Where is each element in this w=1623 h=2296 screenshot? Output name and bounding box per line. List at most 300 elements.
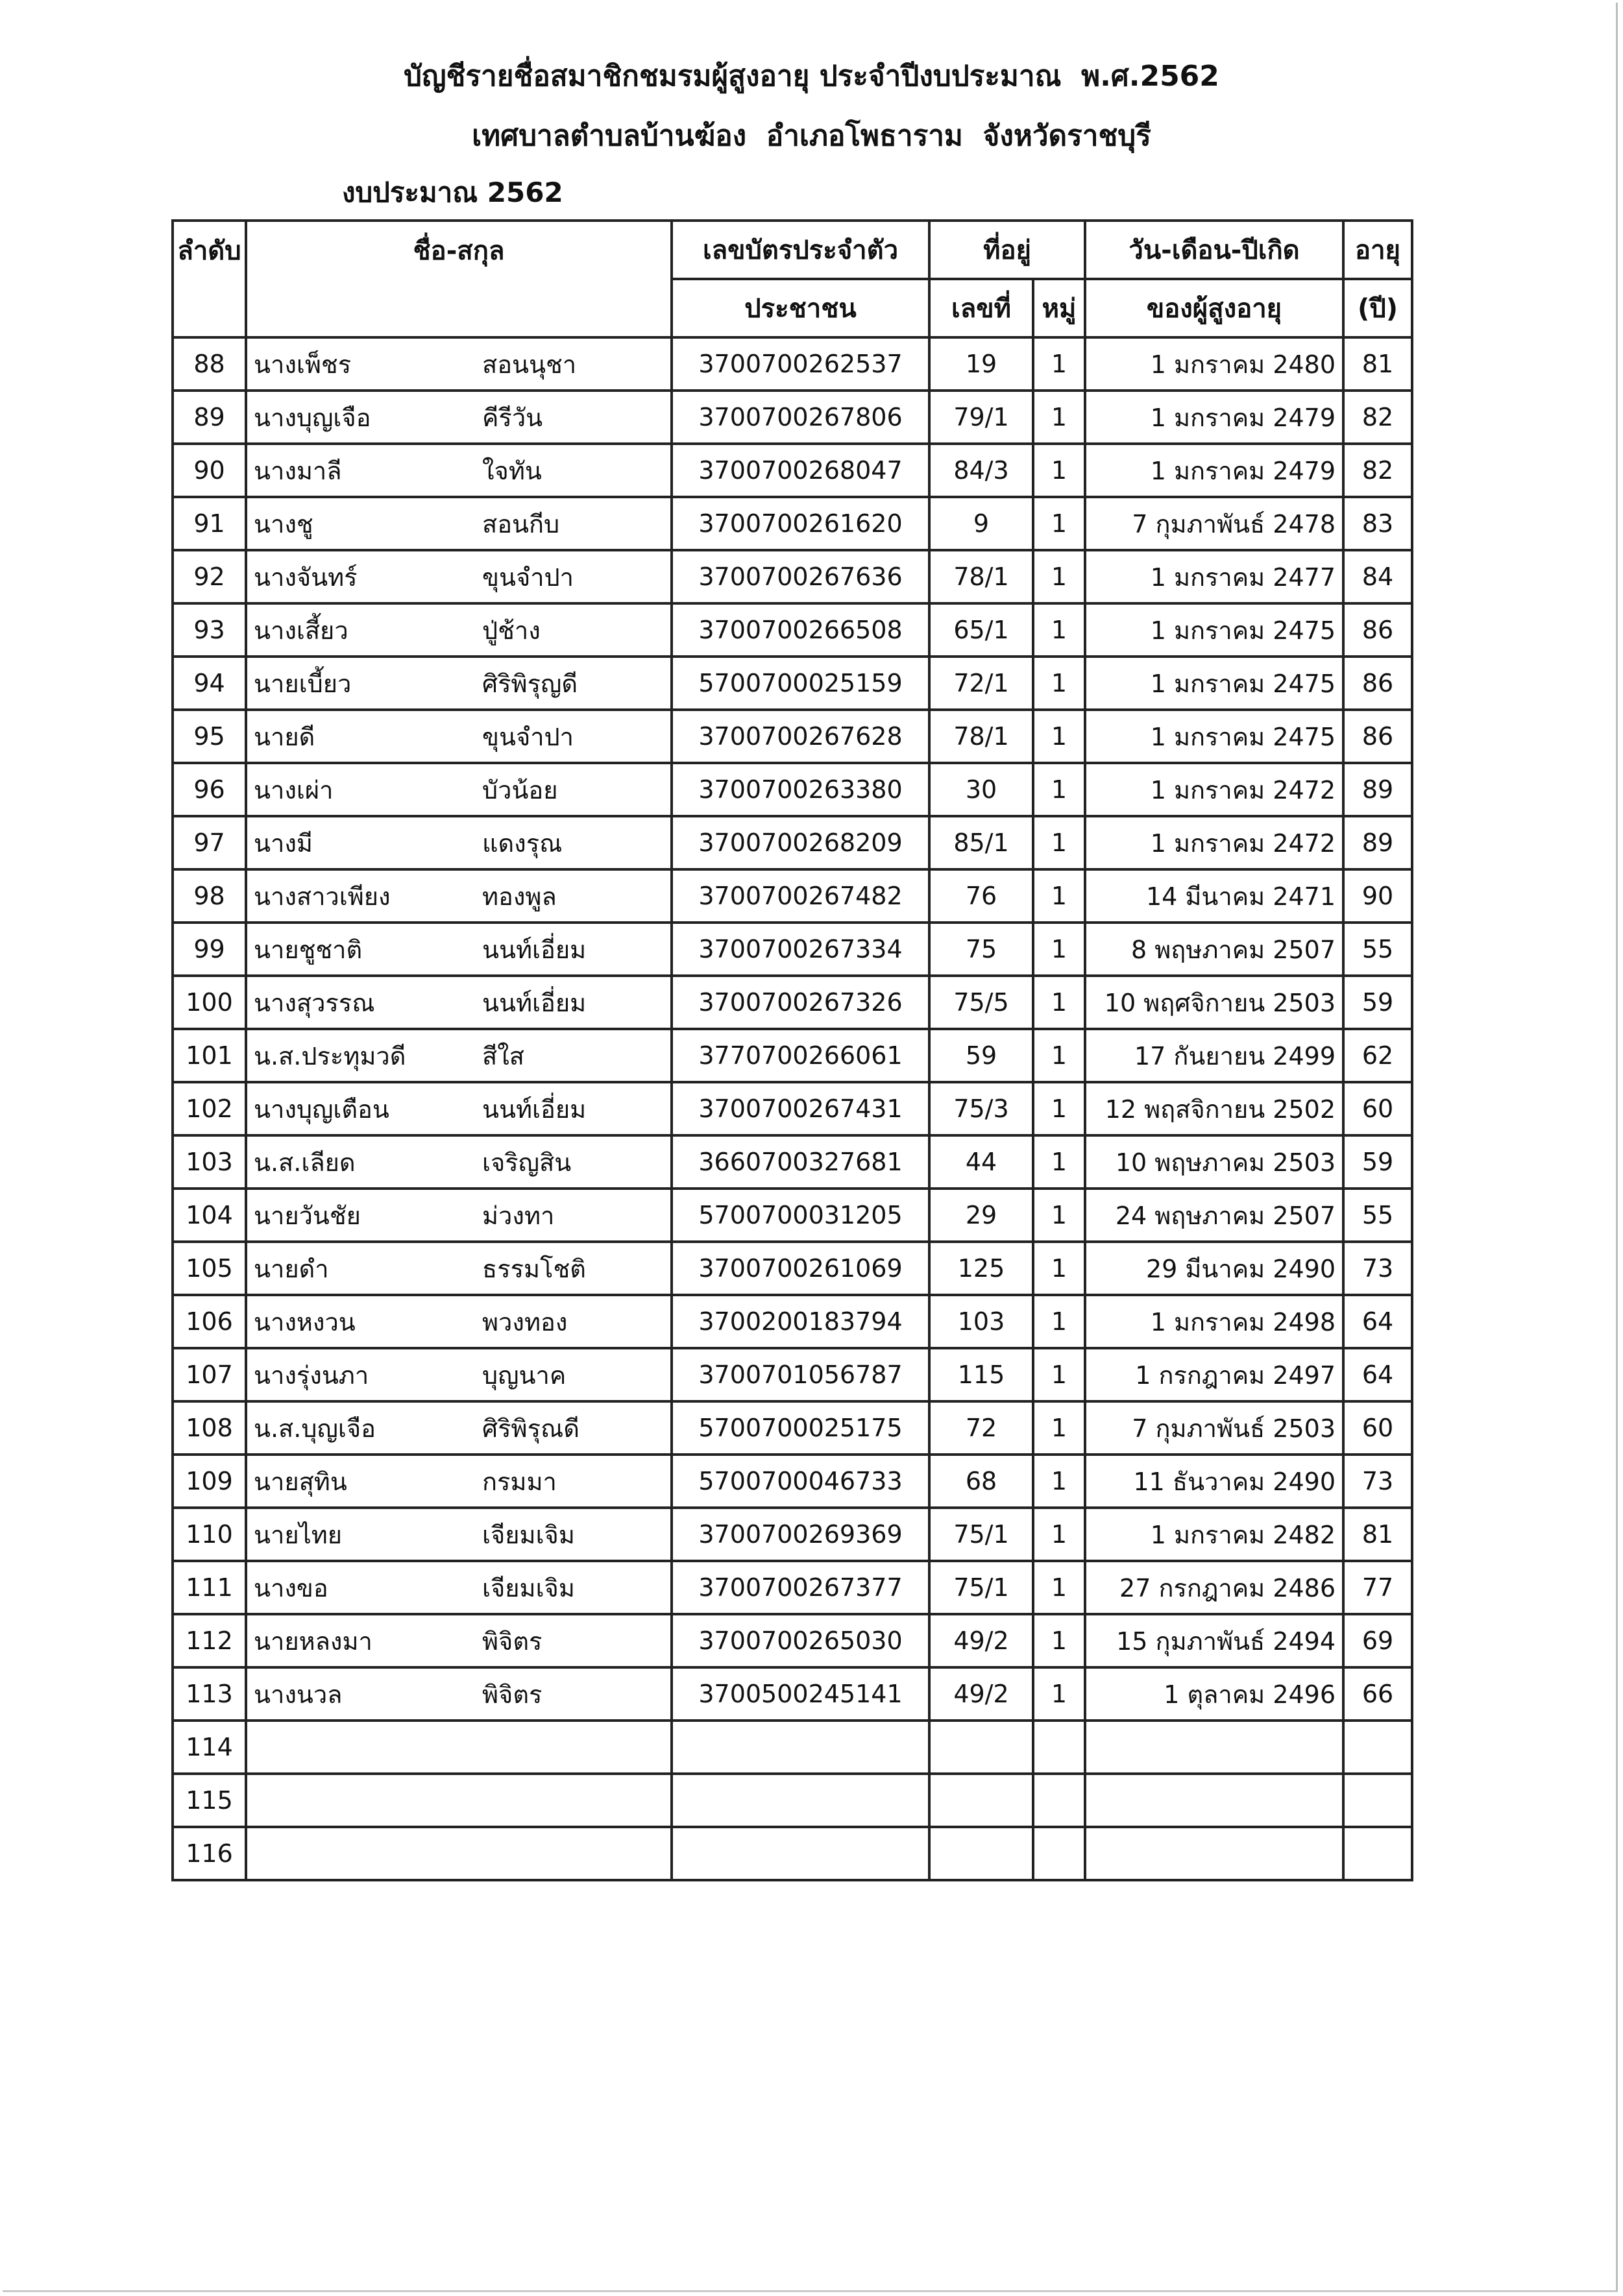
cell-id-number: 3700700267806 (672, 391, 929, 444)
cell-no: 92 (173, 550, 246, 603)
cell-age: 55 (1343, 1189, 1412, 1242)
cell-moo: 1 (1033, 710, 1085, 763)
cell-birth-date: 10 พฤศจิกายน 2503 (1085, 976, 1343, 1029)
cell-id-number: 3700700267326 (672, 976, 929, 1029)
cell-house-no: 49/2 (929, 1614, 1033, 1667)
cell-last-name: นนท์เอี่ยม (482, 988, 587, 1017)
table-row (173, 1721, 1412, 1774)
table-row (173, 763, 1412, 816)
table-row (173, 550, 1412, 603)
cell-moo: 1 (1033, 444, 1085, 497)
table-row (173, 1508, 1412, 1561)
cell-first-name: นายดี (254, 722, 315, 751)
cell-no: 89 (173, 391, 246, 444)
cell-moo: 1 (1033, 1455, 1085, 1508)
cell-no: 107 (173, 1348, 246, 1401)
cell-name (246, 1827, 672, 1880)
cell-birth-date (1085, 1827, 1343, 1880)
cell-birth-date: 24 พฤษภาคม 2507 (1085, 1189, 1343, 1242)
cell-first-name: น.ส.ประทุมวดี (254, 1041, 406, 1070)
table-row (173, 923, 1412, 976)
cell-no: 94 (173, 657, 246, 710)
cell-id-number: 3700700269369 (672, 1508, 929, 1561)
table-row (173, 1029, 1412, 1082)
cell-first-name: นางสุวรรณ (254, 988, 375, 1017)
col-header-id-line2: ประชาชน (672, 279, 929, 337)
col-header-moo: หมู่ (1033, 279, 1085, 337)
cell-name (246, 550, 672, 603)
cell-no: 109 (173, 1455, 246, 1508)
cell-house-no: 75/5 (929, 976, 1033, 1029)
cell-no: 116 (173, 1827, 246, 1880)
cell-birth-date: 29 มีนาคม 2490 (1085, 1242, 1343, 1295)
cell-age: 59 (1343, 976, 1412, 1029)
cell-moo (1033, 1827, 1085, 1880)
cell-first-name: นายเบี้ยว (254, 669, 352, 698)
cell-moo: 1 (1033, 337, 1085, 391)
cell-age: 86 (1343, 710, 1412, 763)
cell-moo: 1 (1033, 1614, 1085, 1667)
cell-age (1343, 1827, 1412, 1880)
table-row (173, 1774, 1412, 1827)
cell-name (246, 1774, 672, 1827)
cell-house-no: 44 (929, 1135, 1033, 1189)
cell-no: 91 (173, 497, 246, 550)
cell-birth-date: 1 มกราคม 2482 (1085, 1508, 1343, 1561)
cell-birth-date: 1 กรกฎาคม 2497 (1085, 1348, 1343, 1401)
col-header-id-line1: เลขบัตรประจำตัว (672, 221, 929, 279)
cell-birth-date: 27 กรกฎาคม 2486 (1085, 1561, 1343, 1614)
cell-first-name: นายหลงมา (254, 1626, 372, 1656)
cell-birth-date: 7 กุมภาพันธ์ 2503 (1085, 1401, 1343, 1455)
cell-name (246, 1082, 672, 1135)
cell-first-name: นางเผ่า (254, 775, 334, 804)
cell-no: 102 (173, 1082, 246, 1135)
cell-age: 89 (1343, 763, 1412, 816)
cell-id-number: 5700700025175 (672, 1401, 929, 1455)
table-row (173, 816, 1412, 869)
cell-moo: 1 (1033, 603, 1085, 657)
cell-no: 108 (173, 1401, 246, 1455)
cell-moo: 1 (1033, 550, 1085, 603)
cell-name (246, 1614, 672, 1667)
cell-house-no: 9 (929, 497, 1033, 550)
cell-first-name: นางรุ่งนภา (254, 1360, 369, 1390)
cell-moo: 1 (1033, 763, 1085, 816)
organization-title: เทศบาลตำบลบ้านฆ้อง อำเภอโพธาราม จังหวัดราชบุรี (472, 119, 1151, 152)
cell-birth-date: 1 มกราคม 2480 (1085, 337, 1343, 391)
cell-id-number: 3770700266061 (672, 1029, 929, 1082)
cell-age: 73 (1343, 1455, 1412, 1508)
cell-no: 103 (173, 1135, 246, 1189)
cell-birth-date: 1 มกราคม 2498 (1085, 1295, 1343, 1348)
cell-house-no: 72 (929, 1401, 1033, 1455)
cell-moo: 1 (1033, 657, 1085, 710)
table-row (173, 1348, 1412, 1401)
cell-first-name: นายชูชาติ (254, 935, 363, 964)
cell-age: 69 (1343, 1614, 1412, 1667)
cell-name (246, 1667, 672, 1721)
cell-last-name: นนท์เอี่ยม (482, 935, 587, 964)
cell-first-name: นางบุญเตือน (254, 1094, 389, 1124)
cell-house-no: 59 (929, 1029, 1033, 1082)
table-row (173, 657, 1412, 710)
cell-age: 62 (1343, 1029, 1412, 1082)
cell-id-number: 3700700266508 (672, 603, 929, 657)
cell-moo: 1 (1033, 1029, 1085, 1082)
cell-moo: 1 (1033, 1242, 1085, 1295)
table-row (173, 1561, 1412, 1614)
table-row (173, 1295, 1412, 1348)
cell-birth-date: 1 มกราคม 2479 (1085, 391, 1343, 444)
cell-no: 99 (173, 923, 246, 976)
cell-last-name: เจียมเจิม (482, 1573, 575, 1602)
cell-name (246, 444, 672, 497)
cell-last-name: ปู่ช้าง (482, 616, 541, 645)
cell-birth-date: 17 กันยายน 2499 (1085, 1029, 1343, 1082)
cell-id-number: 3700700267334 (672, 923, 929, 976)
cell-id-number: 5700700025159 (672, 657, 929, 710)
cell-first-name: นางหงวน (254, 1307, 356, 1336)
cell-id-number: 3700700267628 (672, 710, 929, 763)
cell-birth-date: 11 ธันวาคม 2490 (1085, 1455, 1343, 1508)
col-header-name: ชื่อ-สกุล (246, 221, 672, 337)
cell-last-name: สอนนุชา (482, 350, 577, 379)
cell-moo: 1 (1033, 1348, 1085, 1401)
col-header-age-line1: อายุ (1343, 221, 1412, 279)
cell-name (246, 923, 672, 976)
cell-birth-date: 1 มกราคม 2479 (1085, 444, 1343, 497)
cell-birth-date: 1 มกราคม 2475 (1085, 710, 1343, 763)
cell-id-number: 3700200183794 (672, 1295, 929, 1348)
cell-age: 86 (1343, 603, 1412, 657)
cell-no: 112 (173, 1614, 246, 1667)
table-row (173, 1667, 1412, 1721)
cell-first-name: นางนวล (254, 1680, 343, 1709)
cell-last-name: ขุนจำปา (482, 722, 574, 751)
cell-age (1343, 1774, 1412, 1827)
col-header-house-no: เลขที่ (929, 279, 1033, 337)
cell-last-name: สอนกีบ (482, 509, 560, 538)
cell-house-no: 29 (929, 1189, 1033, 1242)
cell-id-number (672, 1721, 929, 1774)
cell-birth-date: 1 ตุลาคม 2496 (1085, 1667, 1343, 1721)
cell-id-number: 3700700267636 (672, 550, 929, 603)
cell-age: 64 (1343, 1348, 1412, 1401)
cell-name (246, 1295, 672, 1348)
table-row (173, 1455, 1412, 1508)
cell-last-name: ธรรมโชติ (482, 1254, 586, 1283)
cell-last-name: แดงรุณ (482, 828, 563, 858)
cell-id-number: 5700700031205 (672, 1189, 929, 1242)
table-row (173, 710, 1412, 763)
cell-last-name: พิจิตร (482, 1626, 543, 1656)
cell-birth-date (1085, 1721, 1343, 1774)
cell-age: 83 (1343, 497, 1412, 550)
cell-last-name: ศิริพิรุญดี (482, 669, 578, 698)
cell-house-no: 84/3 (929, 444, 1033, 497)
cell-house-no: 78/1 (929, 710, 1033, 763)
cell-no: 97 (173, 816, 246, 869)
cell-no: 105 (173, 1242, 246, 1295)
cell-age: 81 (1343, 1508, 1412, 1561)
cell-last-name: นนท์เอี่ยม (482, 1094, 587, 1124)
cell-id-number: 3700700261620 (672, 497, 929, 550)
cell-last-name: เจริญสิน (482, 1148, 572, 1177)
cell-name (246, 816, 672, 869)
cell-age: 55 (1343, 923, 1412, 976)
cell-moo: 1 (1033, 497, 1085, 550)
cell-moo (1033, 1721, 1085, 1774)
cell-house-no: 85/1 (929, 816, 1033, 869)
cell-name (246, 1721, 672, 1774)
table-row (173, 444, 1412, 497)
cell-birth-date: 8 พฤษภาคม 2507 (1085, 923, 1343, 976)
cell-moo (1033, 1774, 1085, 1827)
cell-age: 90 (1343, 869, 1412, 923)
cell-first-name: นางจันทร์ (254, 562, 358, 592)
cell-name (246, 1348, 672, 1401)
cell-house-no: 75/3 (929, 1082, 1033, 1135)
cell-age: 73 (1343, 1242, 1412, 1295)
table-row (173, 1401, 1412, 1455)
table-row (173, 1189, 1412, 1242)
members-table (171, 219, 1413, 1881)
cell-no: 90 (173, 444, 246, 497)
cell-first-name: นางบุญเจือ (254, 403, 371, 432)
cell-moo: 1 (1033, 1667, 1085, 1721)
cell-name (246, 603, 672, 657)
cell-age: 66 (1343, 1667, 1412, 1721)
table-row (173, 337, 1412, 391)
cell-first-name: น.ส.เลียด (254, 1148, 356, 1177)
cell-birth-date: 14 มีนาคม 2471 (1085, 869, 1343, 923)
col-header-no: ลำดับ (173, 221, 246, 337)
cell-moo: 1 (1033, 976, 1085, 1029)
cell-no: 106 (173, 1295, 246, 1348)
cell-moo: 1 (1033, 1295, 1085, 1348)
cell-moo: 1 (1033, 923, 1085, 976)
cell-house-no: 68 (929, 1455, 1033, 1508)
table-row (173, 1242, 1412, 1295)
cell-last-name: ศิริพิรุณดี (482, 1414, 580, 1443)
cell-name (246, 1029, 672, 1082)
table-row (173, 1614, 1412, 1667)
cell-id-number: 3700700262537 (672, 337, 929, 391)
table-row (173, 1827, 1412, 1880)
cell-birth-date: 1 มกราคม 2472 (1085, 816, 1343, 869)
cell-name (246, 657, 672, 710)
table-body (173, 337, 1412, 1880)
cell-no: 110 (173, 1508, 246, 1561)
cell-age: 60 (1343, 1082, 1412, 1135)
cell-last-name: ม่วงทา (482, 1201, 555, 1230)
cell-house-no: 72/1 (929, 657, 1033, 710)
cell-last-name: บัวน้อย (482, 775, 558, 804)
cell-moo: 1 (1033, 1561, 1085, 1614)
cell-last-name: สีใส (482, 1041, 524, 1070)
cell-id-number: 3700700268209 (672, 816, 929, 869)
cell-house-no (929, 1774, 1033, 1827)
table-row (173, 1135, 1412, 1189)
cell-birth-date: 12 พฤสจิกายน 2502 (1085, 1082, 1343, 1135)
cell-last-name: ขุนจำปา (482, 562, 574, 592)
cell-name (246, 763, 672, 816)
cell-house-no: 78/1 (929, 550, 1033, 603)
cell-name (246, 1135, 672, 1189)
cell-birth-date: 1 มกราคม 2477 (1085, 550, 1343, 603)
cell-moo: 1 (1033, 869, 1085, 923)
cell-last-name: ใจทัน (482, 456, 542, 485)
cell-last-name: เจียมเจิม (482, 1520, 575, 1549)
cell-no: 100 (173, 976, 246, 1029)
cell-first-name: นางมี (254, 828, 313, 858)
cell-first-name: นายดำ (254, 1254, 329, 1283)
cell-moo: 1 (1033, 391, 1085, 444)
cell-house-no (929, 1721, 1033, 1774)
cell-first-name: นายสุทิน (254, 1467, 347, 1496)
cell-name (246, 1242, 672, 1295)
cell-no: 114 (173, 1721, 246, 1774)
cell-age: 59 (1343, 1135, 1412, 1189)
cell-name (246, 1508, 672, 1561)
cell-last-name: ทองพูล (482, 882, 557, 911)
cell-house-no: 76 (929, 869, 1033, 923)
cell-first-name: นางขอ (254, 1573, 328, 1602)
cell-name (246, 869, 672, 923)
cell-moo: 1 (1033, 1135, 1085, 1189)
cell-id-number (672, 1827, 929, 1880)
cell-birth-date: 1 มกราคม 2472 (1085, 763, 1343, 816)
cell-first-name: นางเพ็ชร (254, 350, 352, 379)
cell-house-no: 65/1 (929, 603, 1033, 657)
cell-house-no (929, 1827, 1033, 1880)
cell-birth-date: 1 มกราคม 2475 (1085, 603, 1343, 657)
cell-moo: 1 (1033, 1189, 1085, 1242)
cell-name (246, 1561, 672, 1614)
cell-first-name: นางมาลี (254, 456, 342, 485)
cell-moo: 1 (1033, 816, 1085, 869)
col-header-age-line2: (ปี) (1343, 279, 1412, 337)
col-header-address: ที่อยู่ (929, 221, 1085, 279)
table-row (173, 976, 1412, 1029)
cell-house-no: 103 (929, 1295, 1033, 1348)
col-header-dob-line2: ของผู้สูงอายุ (1085, 279, 1343, 337)
cell-name (246, 1189, 672, 1242)
cell-last-name: กรมมา (482, 1467, 557, 1496)
table-row (173, 603, 1412, 657)
cell-no: 95 (173, 710, 246, 763)
cell-no: 96 (173, 763, 246, 816)
cell-last-name: บุญนาค (482, 1360, 567, 1390)
cell-id-number: 3700700268047 (672, 444, 929, 497)
header-row-1 (173, 221, 1412, 279)
cell-no: 111 (173, 1561, 246, 1614)
cell-age: 82 (1343, 391, 1412, 444)
cell-last-name: พิจิตร (482, 1680, 543, 1709)
cell-no: 93 (173, 603, 246, 657)
cell-no: 101 (173, 1029, 246, 1082)
cell-house-no: 75/1 (929, 1561, 1033, 1614)
cell-name (246, 337, 672, 391)
cell-no: 115 (173, 1774, 246, 1827)
cell-id-number: 3660700327681 (672, 1135, 929, 1189)
cell-id-number: 5700700046733 (672, 1455, 929, 1508)
cell-id-number: 3700700267431 (672, 1082, 929, 1135)
cell-house-no: 79/1 (929, 391, 1033, 444)
table-row (173, 391, 1412, 444)
cell-house-no: 125 (929, 1242, 1033, 1295)
cell-no: 98 (173, 869, 246, 923)
cell-last-name: คีรีวัน (482, 403, 543, 432)
cell-birth-date: 1 มกราคม 2475 (1085, 657, 1343, 710)
cell-house-no: 19 (929, 337, 1033, 391)
cell-name (246, 391, 672, 444)
cell-no: 104 (173, 1189, 246, 1242)
table-row (173, 497, 1412, 550)
cell-moo: 1 (1033, 1401, 1085, 1455)
cell-first-name: นายไทย (254, 1520, 343, 1549)
col-header-dob-line1: วัน-เดือน-ปีเกิด (1085, 221, 1343, 279)
cell-birth-date (1085, 1774, 1343, 1827)
cell-birth-date: 15 กุมภาพันธ์ 2494 (1085, 1614, 1343, 1667)
table-row (173, 869, 1412, 923)
cell-no: 88 (173, 337, 246, 391)
cell-age: 64 (1343, 1295, 1412, 1348)
cell-age (1343, 1721, 1412, 1774)
cell-house-no: 49/2 (929, 1667, 1033, 1721)
cell-first-name: นายวันชัย (254, 1201, 361, 1230)
cell-house-no: 30 (929, 763, 1033, 816)
cell-name (246, 976, 672, 1029)
cell-id-number (672, 1774, 929, 1827)
cell-id-number: 3700500245141 (672, 1667, 929, 1721)
cell-age: 81 (1343, 337, 1412, 391)
cell-id-number: 3700700265030 (672, 1614, 929, 1667)
cell-birth-date: 10 พฤษภาคม 2503 (1085, 1135, 1343, 1189)
cell-age: 77 (1343, 1561, 1412, 1614)
cell-id-number: 3700700263380 (672, 763, 929, 816)
cell-name (246, 1455, 672, 1508)
cell-age: 84 (1343, 550, 1412, 603)
cell-age: 86 (1343, 657, 1412, 710)
cell-id-number: 3700701056787 (672, 1348, 929, 1401)
cell-house-no: 75 (929, 923, 1033, 976)
cell-id-number: 3700700267482 (672, 869, 929, 923)
cell-name (246, 497, 672, 550)
cell-age: 82 (1343, 444, 1412, 497)
cell-birth-date: 7 กุมภาพันธ์ 2478 (1085, 497, 1343, 550)
cell-id-number: 3700700267377 (672, 1561, 929, 1614)
cell-house-no: 75/1 (929, 1508, 1033, 1561)
cell-first-name: น.ส.บุญเจือ (254, 1414, 376, 1443)
cell-no: 113 (173, 1667, 246, 1721)
budget-year-label: งบประมาณ 2562 (342, 176, 563, 208)
document-title: บัญชีรายชื่อสมาชิกชมรมผู้สูงอายุ ประจำปีงบประมาณ พ.ศ.2562 (404, 60, 1219, 93)
cell-moo: 1 (1033, 1508, 1085, 1561)
cell-last-name: พวงทอง (482, 1307, 568, 1336)
cell-age: 89 (1343, 816, 1412, 869)
cell-name (246, 1401, 672, 1455)
cell-moo: 1 (1033, 1082, 1085, 1135)
table-row (173, 1082, 1412, 1135)
cell-age: 60 (1343, 1401, 1412, 1455)
cell-first-name: นางชู (254, 509, 313, 538)
cell-id-number: 3700700261069 (672, 1242, 929, 1295)
cell-house-no: 115 (929, 1348, 1033, 1401)
cell-first-name: นางเสี้ยว (254, 616, 348, 645)
cell-name (246, 710, 672, 763)
